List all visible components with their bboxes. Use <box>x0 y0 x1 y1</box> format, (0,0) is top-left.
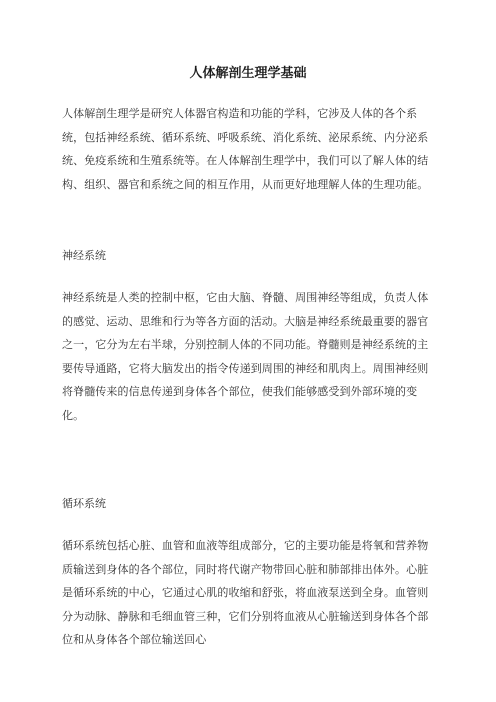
section-body-nervous-system: 神经系统是人类的控制中枢，它由大脑、脊髓、周围神经等组成，负责人体的感觉、运动、思维和行为等各方面的活动。大脑是神经系统最重要的器官之一，它分为左右半球，分别控制人体的不同功能。脊髓则是神经系统的主要传导通路，它将大脑发出的指令传递到周围的神经和肌肉上。周围神经则将脊髓传来的信息传递到身体各个部位，使我们能够感受到外部环境的变化。 <box>62 291 429 422</box>
section-heading-nervous-system: 神经系统 <box>62 249 106 262</box>
section-heading-circulatory-system: 循环系统 <box>62 497 106 510</box>
section-body-circulatory-system: 循环系统包括心脏、血管和血液等组成部分，它的主要功能是将氧和营养物质输送到身体的各个部位，同时将代谢产物带回心脏和肺部排出体外。心脏是循环系统的中心，它通过心肌的收缩和舒张，将血液泵送到全身。血管则分为动脉、静脉和毛细血管三种，它们分别将血液从心脏输送到身体各个部位和从身体各个部位输送回心 <box>62 539 429 647</box>
intro-paragraph: 人体解剖生理学是研究人体器官构造和功能的学科，它涉及人体的各个系统，包括神经系统、循环系统、呼吸系统、消化系统、泌尿系统、内分泌系统、免疫系统和生殖系统等。在人体解剖生理学中，我们可以了解人体的结构、组织、器官和系统之间的相互作用，从而更好地理解人体的生理功能。 <box>62 107 429 191</box>
document-title: 人体解剖生理学基础 <box>189 66 307 81</box>
